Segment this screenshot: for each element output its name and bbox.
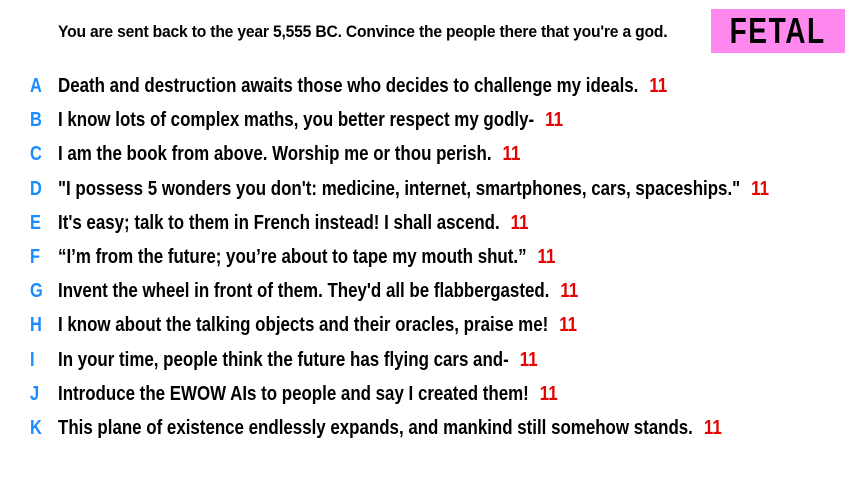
- response-text: Invent the wheel in front of them. They'd all be flabbergasted.: [58, 280, 550, 303]
- response-text: “I’m from the future; you’re about to tape my mouth shut.”: [58, 245, 527, 268]
- response-line: [58, 179, 769, 199]
- response-e: [0, 209, 853, 243]
- response-d: [0, 175, 853, 209]
- response-letter: C: [30, 143, 42, 166]
- response-list: [0, 72, 853, 448]
- response-letter: H: [30, 314, 42, 337]
- response-text: It's easy; talk to them in French instead! I shall ascend.: [58, 211, 500, 234]
- response-f: [0, 243, 853, 277]
- response-count: 11: [545, 109, 563, 132]
- response-line: [58, 281, 578, 301]
- response-count: 11: [751, 177, 770, 200]
- response-line: [58, 384, 558, 404]
- response-count: 11: [539, 382, 558, 405]
- response-text: This plane of existence endlessly expands, and mankind still somehow stands.: [58, 416, 693, 439]
- response-letter: B: [30, 109, 42, 132]
- response-g: [0, 277, 853, 311]
- response-k: [0, 414, 853, 448]
- response-count: 11: [559, 314, 578, 337]
- response-count: 11: [703, 416, 722, 439]
- response-count: 11: [502, 143, 521, 166]
- response-text: Introduce the EWOW AIs to people and say I created them!: [58, 382, 529, 405]
- response-line: [58, 247, 555, 267]
- response-letter: E: [30, 211, 41, 234]
- response-h: [0, 311, 853, 345]
- fetal-badge: [711, 9, 845, 53]
- response-b: [0, 106, 853, 140]
- response-line: [58, 110, 563, 130]
- response-letter: G: [30, 280, 43, 303]
- prompt-text: You are sent back to the year 5,555 BC. Convince the people there that you're a god.: [58, 22, 668, 41]
- response-letter: J: [30, 382, 40, 405]
- response-line: [58, 76, 667, 96]
- response-c: [0, 140, 853, 174]
- response-count: 11: [649, 75, 668, 97]
- response-count: 11: [537, 245, 556, 268]
- response-text: "I possess 5 wonders you don't: medicine, internet, smartphones, cars, spaceships.": [58, 177, 741, 200]
- response-count: 11: [510, 211, 529, 234]
- response-text: I know lots of complex maths, you better respect my godly-: [58, 109, 535, 132]
- response-count: 11: [519, 348, 538, 371]
- response-text: I know about the talking objects and their oracles, praise me!: [58, 314, 549, 337]
- response-letter: F: [30, 245, 41, 268]
- response-a: [0, 72, 853, 106]
- response-text: In your time, people think the future has flying cars and-: [58, 348, 509, 371]
- response-letter: K: [30, 416, 42, 439]
- response-count: 11: [560, 280, 579, 303]
- response-line: [58, 350, 538, 370]
- response-line: [58, 315, 577, 335]
- response-i: [0, 346, 853, 380]
- response-letter: A: [30, 75, 42, 97]
- response-j: [0, 380, 853, 414]
- response-text: Death and destruction awaits those who decides to challenge my ideals.: [58, 75, 639, 97]
- response-letter: D: [30, 177, 42, 200]
- response-letter: I: [30, 348, 35, 371]
- response-text: I am the book from above. Worship me or thou perish.: [58, 143, 492, 166]
- response-line: [58, 418, 722, 438]
- badge-label: FETAL: [729, 10, 827, 51]
- response-line: [58, 144, 520, 164]
- response-line: [58, 213, 529, 233]
